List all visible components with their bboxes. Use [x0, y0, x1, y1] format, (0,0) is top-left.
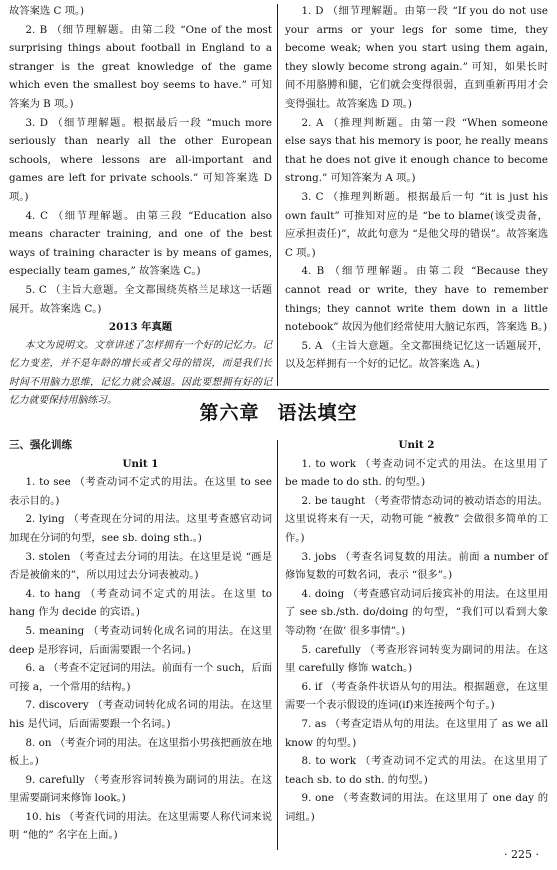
chapter-name: 语法填空	[277, 402, 358, 424]
answer-item: 9. one （考查数词的用法。在这里用了 one day 的词组。)	[285, 792, 548, 823]
bottom-left-column	[9, 436, 272, 845]
answer-item: 9. carefully （考查形容词转换为副词的用法。在这里需要副词来修饰 look。)	[9, 773, 272, 805]
answer-item: 1. to see （考查动词不定式的用法。在这里 to see 表示目的。)	[9, 476, 272, 507]
column-divider	[277, 440, 278, 850]
unit-heading: Unit 1	[122, 457, 159, 470]
answer-item: 3. stolen （考查过去分词的用法。在这里是说 “画是否是被偷来的”，所以用过去分词表被动。)	[9, 550, 272, 582]
answer-item: 6. a （考查不定冠词的用法。前面有一个 such，后面可接 a，一个常用的结构。)	[9, 662, 272, 693]
passage-summary: 本文为说明文。文章讲述了怎样拥有一个好的记忆力。记忆力变差，并不是年龄的增长或者父母的错误，而是我们长时间不用脑力思维，记忆力就会减退。因此要想拥有好的记忆力就要保持用脑练习。	[9, 339, 272, 407]
answer-item: 5. meaning （考查动词转化成名词的用法。在这里 deep 是形容词，后面需要跟一个名词。)	[9, 624, 272, 656]
answer-item: 6. if （考查条件状语从句的用法。根据题意，在这里需要一个表示假设的连词(if)来连接两个句子。)	[285, 680, 548, 712]
answer-paragraph: 2. A （推理判断题。由第一段 “When someone else says that his memory is poor, he really means that he does not give it enough chance to become strong.” 可知答案为 A 项。)	[285, 116, 548, 185]
answer-item: 8. on （考查介词的用法。在这里指小男孩把画放在地板上。)	[9, 736, 272, 768]
answer-paragraph: 3. D （细节理解题。根据最后一段 “much more seriously than nearly all the other European schools, where lessons are all-important and games are left for private schools.” 可知答案选 D 项。)	[9, 116, 272, 203]
column-divider	[277, 4, 278, 386]
answer-item: 2. be taught （考查带情态动词的被动语态的用法。这里说将来有一天，动物可能 “被教” 会做很多简单的工作。)	[285, 494, 548, 544]
answer-item: 7. as （考查定语从句的用法。在这里用了 as we all know 的句型。)	[285, 717, 548, 749]
top-left-column	[9, 2, 272, 411]
answer-paragraph: 4. B （细节理解题。由第二段 “Because they cannot read or write, they have to remember things; they cannot write them down in a little notebook” 故因为他们经常使用大脑记东西，答案选 B。)	[285, 265, 548, 334]
answer-paragraph: 故答案选 C 项。)	[9, 5, 85, 17]
answer-paragraph: 5. C （主旨大意题。全文都围绕英格兰足球这一话题展开。故答案选 C。)	[9, 283, 272, 315]
answer-item: 1. to work （考查动词不定式的用法。在这里用了 be made to do sth. 的句型。)	[285, 457, 548, 489]
answer-item: 2. lying （考查现在分词的用法。这里考查感官动词加现在分词的句型，see sb. doing sth.。)	[9, 513, 272, 544]
year-title: 2013 年真题	[108, 321, 173, 334]
answer-item: 10. his （考查代词的用法。在这里需要人称代词来说明 “他的” 名字在上面。)	[9, 810, 272, 842]
chapter-title	[0, 398, 557, 425]
answer-item: 3. jobs （考查名词复数的用法。前面 a number of 修饰复数的可数名词，表示 “很多”。)	[285, 550, 548, 582]
answer-item: 8. to work （考查动词不定式的用法。在这里用了 teach sb. to do sth. 的句型。)	[285, 755, 548, 786]
answer-item: 7. discovery （考查动词转化成名词的用法。在这里 his 是代词，后面需要跟一个名词。)	[9, 699, 272, 730]
answer-paragraph: 4. C （细节理解题。由第三段 “Education also means character training, and one of the best ways of training character is by means of games, especially team games,” 故答案选 C。)	[9, 209, 272, 278]
page-number: · 225 ·	[504, 848, 539, 861]
answer-item: 4. doing （考查感官动词后接宾补的用法。在这里用了 see sb./sth. do/doing 的句型，“我们可以看到大象等动物 ‘在做’ 很多事情”。)	[285, 587, 548, 637]
answer-paragraph: 2. B （细节理解题。由第二段 “One of the most surprising things about football in England to a stranger is the great knowledge of the game which even the smallest boy seems to have.” 可知答案为 B 项。)	[9, 23, 272, 110]
section-rule	[9, 389, 549, 390]
section-heading: 三、强化训练	[9, 439, 72, 451]
answer-item: 4. to hang （考查动词不定式的用法。在这里 to hang 作为 decide 的宾语。)	[9, 587, 272, 619]
chapter-number: 第六章	[199, 402, 260, 424]
answer-item: 5. carefully （考查形容词转变为副词的用法。在这里 carefully 修饰 watch。)	[285, 643, 548, 675]
answer-paragraph: 5. A （主旨大意题。全文都围绕记忆这一话题展开，以及怎样拥有一个好的记忆。故答案选 A。)	[285, 339, 548, 371]
answer-paragraph: 3. C （推理判断题。根据最后一句 “it is just his own fault” 可推知对应的是 “be to blame(该受责备，应承担责任)”，故此句意为 “是他父母的错误”。故答案选 C 项。)	[285, 190, 548, 259]
top-right-column	[285, 2, 548, 374]
unit-heading: Unit 2	[398, 439, 435, 451]
bottom-right-column	[285, 436, 548, 826]
answer-paragraph: 1. D （细节理解题。由第一段 “If you do not use your arms or your legs for some time, they become weak; when you start using them again, they slowly become strong again.” 可知，如果长时间不用胳膊和腿，它们就会变得很弱，直到重新再用才会变得强壮。故答案选 D 项。)	[285, 5, 548, 110]
